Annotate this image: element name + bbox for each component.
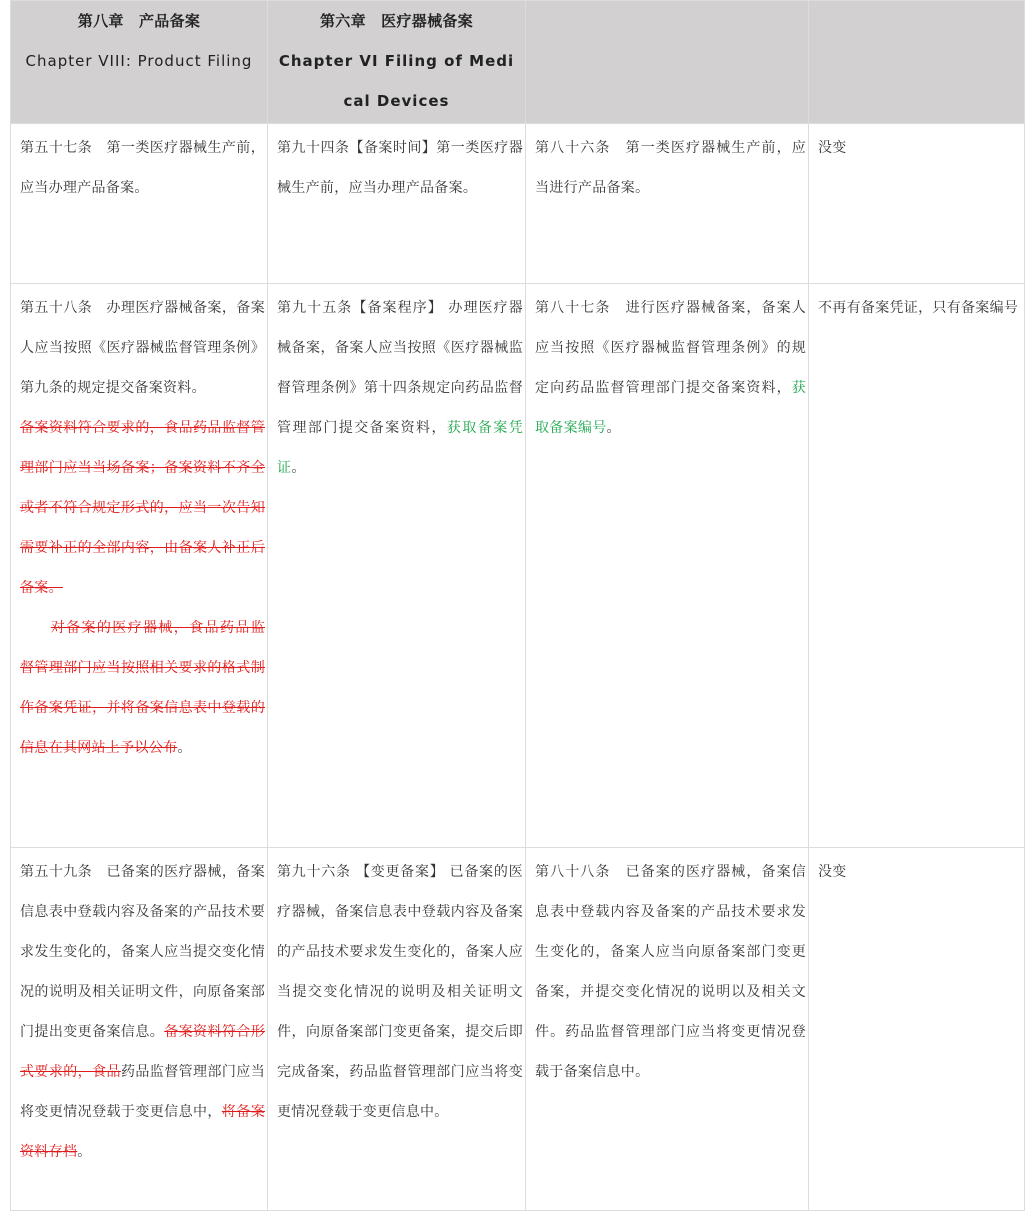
- row1-col3: 第八十六条 第一类医疗器械生产前，应当进行产品备案。: [526, 124, 809, 284]
- header-col2-en: Chapter VI Filing of Medical Devices: [278, 52, 515, 110]
- row3-col1: [11, 848, 268, 1211]
- row3-col1-deleted-2: 将备案资料存档: [20, 1104, 265, 1160]
- header-col1-en: Chapter VIII: Product Filing: [25, 52, 253, 70]
- comparison-table: [10, 0, 1025, 1211]
- row2-col1-deleted-1: 备案资料符合要求的，食品药品监督管理部门应当当场备案；备案资料不齐全或者不符合规定形式的，应当一次告知需要补正的全部内容，由备案人补正后备案。: [20, 420, 265, 596]
- table-row: [11, 124, 1025, 284]
- row1-col1: 第五十七条 第一类医疗器械生产前，应当办理产品备案。: [11, 124, 268, 284]
- row2-col2-end: 。: [291, 460, 306, 476]
- header-col1-cn: 第八章 产品备案: [77, 12, 201, 30]
- header-row: [11, 1, 1025, 124]
- row2-col3-end: 。: [606, 420, 621, 436]
- header-col4: [809, 1, 1025, 124]
- row3-col1-mid: 药品监督管理部门应当将变更情况登载于变更信息中，: [20, 1064, 266, 1120]
- row2-col1-para2: [20, 608, 265, 768]
- row2-col2-added: 获取备案凭证: [277, 420, 523, 476]
- table-row: [11, 848, 1025, 1211]
- row3-col1-text: 第五十九条 已备案的医疗器械，备案信息表中登载内容及备案的产品技术要求发生变化的，备案人应当提交变化情况的说明及相关证明文件，向原备案部门提出变更备案信息。: [20, 864, 265, 1040]
- table-row: [11, 284, 1025, 848]
- row2-col1: [11, 284, 268, 848]
- row2-col1-end: 。: [177, 740, 192, 756]
- header-col1: [11, 1, 268, 124]
- row3-col2: 第九十六条 【变更备案】 已备案的医疗器械，备案信息表中登载内容及备案的产品技术要求发生变化的，备案人应当提交变化情况的说明及相关证明文件，向原备案部门变更备案，提交后即完成备案，药品监督管理部门应当将变更情况登载于变更信息中。: [268, 848, 526, 1211]
- row2-col2: [268, 284, 526, 848]
- row3-col3: 第八十八条 已备案的医疗器械，备案信息表中登载内容及备案的产品技术要求发生变化的，备案人应当向原备案部门变更备案，并提交变化情况的说明以及相关文件。药品监督管理部门应当将变更情况登载于备案信息中。: [526, 848, 809, 1211]
- row3-col1-deleted-1: 备案资料符合形式要求的，食品: [20, 1024, 265, 1080]
- row1-col4: 没变: [809, 124, 1025, 284]
- row2-col1-deleted-2: 对备案的医疗器械，食品药品监督管理部门应当按照相关要求的格式制作备案凭证，并将备案信息表中登载的信息在其网站上予以公布: [20, 620, 265, 756]
- row1-col2: 第九十四条【备案时间】第一类医疗器械生产前，应当办理产品备案。: [268, 124, 526, 284]
- row3-col1-end: 。: [77, 1144, 92, 1160]
- row3-col4: 没变: [809, 848, 1025, 1211]
- row2-col1-text: 第五十八条 办理医疗器械备案，备案人应当按照《医疗器械监督管理条例》第九条的规定提交备案资料。: [20, 300, 265, 396]
- header-col2-cn: 第六章 医疗器械备案: [319, 12, 473, 30]
- row2-col3: [526, 284, 809, 848]
- header-col2: [268, 1, 526, 124]
- row2-col4: 不再有备案凭证，只有备案编号: [809, 284, 1025, 848]
- header-col3: [526, 1, 809, 124]
- row2-col2-text: 第九十五条【备案程序】 办理医疗器械备案，备案人应当按照《医疗器械监督管理条例》第十四条规定向药品监督管理部门提交备案资料，: [277, 300, 523, 436]
- row2-col3-text: 第八十七条 进行医疗器械备案，备案人应当按照《医疗器械监督管理条例》的规定向药品监督管理部门提交备案资料，: [535, 300, 806, 396]
- row2-col3-added: 获取备案编号: [535, 380, 806, 436]
